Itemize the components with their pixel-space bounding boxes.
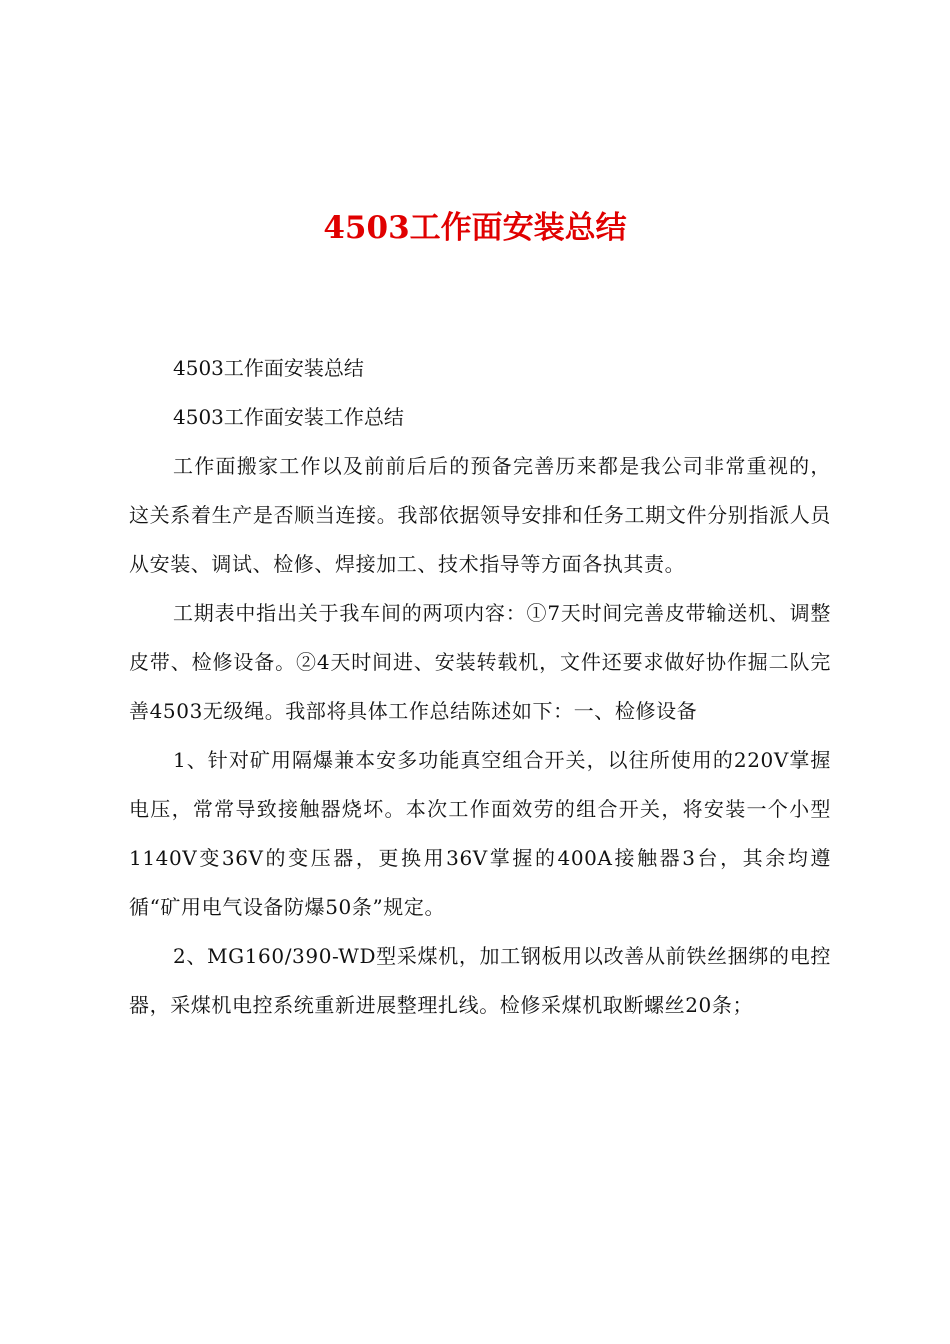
paragraph-item-1: 1、针对矿用隔爆兼本安多功能真空组合开关，以往所使用的220V掌握电压，常常导致接触器烧坏。本次工作面效劳的组合开关，将安装一个小型1140V变36V的变压器，更换用36V掌握的400A接触器3台，其余均遵循“矿用电气设备防爆50条”规定。 bbox=[129, 748, 831, 919]
paragraph-schedule: 工期表中指出关于我车间的两项内容：①7天时间完善皮带输送机、调整皮带、检修设备。②4天时间进、安装转载机，文件还要求做好协作掘二队完善4503无级绳。我部将具体工作总结陈述如下：一、检修设备 bbox=[129, 601, 831, 723]
document-title: 4503工作面安装总结 bbox=[323, 210, 627, 246]
paragraph-subtitle: 4503工作面安装总结 bbox=[173, 356, 364, 380]
paragraph-item-2: 2、MG160/390-WD型采煤机，加工钢板用以改善从前铁丝捆绑的电控器，采煤机电控系统重新进展整理扎线。检修采煤机取断螺丝20条； bbox=[129, 944, 831, 1017]
paragraph-subtitle-2: 4503工作面安装工作总结 bbox=[173, 405, 404, 429]
paragraph-intro: 工作面搬家工作以及前前后后的预备完善历来都是我公司非常重视的，这关系着生产是否顺当连接。我部依据领导安排和任务工期文件分别指派人员从安装、调试、检修、焊接加工、技术指导等方面各执其责。 bbox=[129, 454, 831, 576]
document-body bbox=[129, 344, 831, 1030]
